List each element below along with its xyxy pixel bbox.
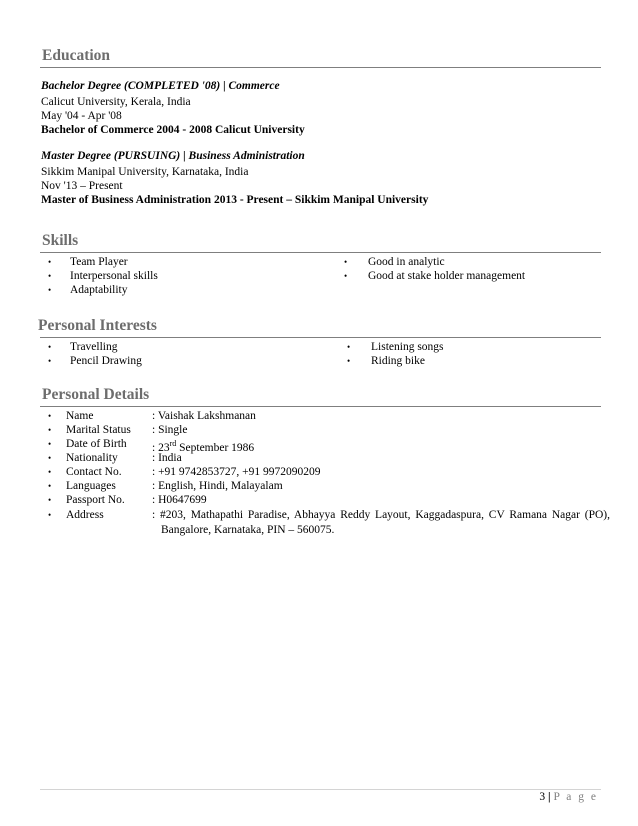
detail-label: Name [66,410,94,422]
education-dates: May '04 - Apr '08 [41,110,122,122]
education-dates: Nov '13 – Present [41,180,123,192]
detail-label: Date of Birth [66,438,127,450]
bullet-icon: • [48,342,52,352]
bullet-icon: • [48,271,52,281]
bullet-icon: • [48,411,52,421]
interest-item: Travelling [70,341,118,353]
interest-item: Listening songs [371,341,444,353]
detail-value: : Vaishak Lakshmanan [152,410,256,422]
skills-divider [40,252,601,253]
bullet-icon: • [347,356,351,366]
detail-label: Nationality [66,452,118,464]
details-divider [40,406,601,407]
page-number: 3 [539,791,546,803]
bullet-icon: • [48,467,52,477]
page-footer [539,791,598,803]
bullet-icon: • [48,439,52,449]
detail-value: : Single [152,424,188,436]
skills-heading: Skills [42,232,79,249]
bullet-icon: • [48,510,52,520]
skill-item: Interpersonal skills [70,270,158,282]
detail-value: : English, Hindi, Malayalam [152,480,283,492]
skill-item: Team Player [70,256,128,268]
education-summary: Master of Business Administration 2013 - Present – Sikkim Manipal University [41,194,429,206]
skill-item: Adaptability [70,284,128,296]
education-heading: Education [42,47,111,64]
education-institution: Calicut University, Kerala, India [41,96,191,108]
bullet-icon: • [48,481,52,491]
detail-label: Passport No. [66,494,125,506]
interest-item: Riding bike [371,355,425,367]
footer-divider [40,789,601,790]
detail-label: Marital Status [66,424,131,436]
detail-value: : +91 9742853727, +91 9972090209 [152,466,321,478]
education-title: Master Degree (PURSUING) | Business Administration [41,150,305,162]
detail-value: : India [152,452,182,464]
education-summary: Bachelor of Commerce 2004 - 2008 Calicut University [41,124,305,136]
dob-rest: September 1986 [176,441,255,454]
interest-item: Pencil Drawing [70,355,142,367]
dob-day: : 23 [152,441,170,454]
bullet-icon: • [48,285,52,295]
education-institution: Sikkim Manipal University, Karnataka, India [41,166,249,178]
interests-heading: Personal Interests [38,317,157,334]
bullet-icon: • [344,271,348,281]
bullet-icon: • [48,425,52,435]
detail-label: Contact No. [66,466,122,478]
detail-value-address: : #203, Mathapathi Paradise, Abhayya Reddy Layout, Kaggadaspura, CV Ramana Nagar (PO), Bangalore, Karnataka, PIN – 560075. [152,509,610,536]
bullet-icon: • [344,257,348,267]
footer-separator: | [548,791,551,803]
dob-ordinal: rd [169,439,177,448]
bullet-icon: • [48,453,52,463]
detail-label: Languages [66,480,116,492]
bullet-icon: • [347,342,351,352]
detail-value: : H0647699 [152,494,207,506]
page-word: P a g e [553,791,598,803]
skill-item: Good in analytic [368,256,445,268]
education-divider [40,67,601,68]
bullet-icon: • [48,495,52,505]
skill-item: Good at stake holder management [368,270,526,282]
bullet-icon: • [48,356,52,366]
bullet-icon: • [48,257,52,267]
detail-label: Address [66,509,104,521]
interests-divider [40,337,601,338]
education-title: Bachelor Degree (COMPLETED '08) | Commerce [41,80,280,92]
details-heading: Personal Details [42,386,150,403]
